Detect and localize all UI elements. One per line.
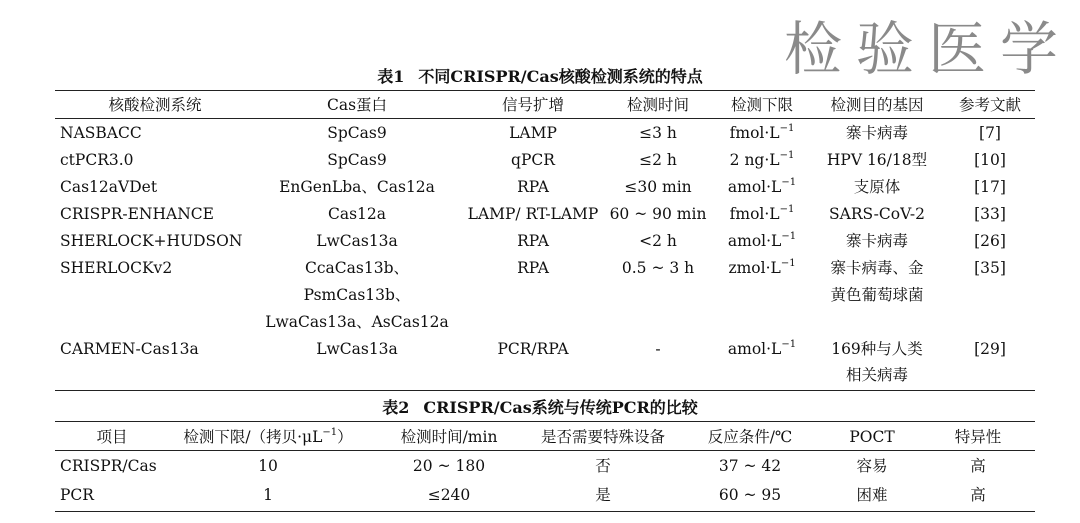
table2-top-rule xyxy=(55,421,1035,422)
t1-gene-cell: 169种与人类 xyxy=(831,340,923,358)
t2-header-cond: 反应条件/℃ xyxy=(707,428,793,446)
t1-header-time: 检测时间 xyxy=(626,96,690,114)
t1-cas-cell: CcaCas13b、 xyxy=(305,259,409,277)
t1-ref-cell: [35] xyxy=(974,259,1006,277)
t2-equip-cell: 否 xyxy=(595,457,611,475)
t2-header-time: 检测时间/min xyxy=(400,428,498,446)
table1-top-rule xyxy=(55,90,1035,91)
table1-header-rule xyxy=(55,118,1035,119)
table1-bottom-rule xyxy=(55,390,1035,391)
t1-gene-cell: 寨卡病毒 xyxy=(845,232,909,250)
t2-cond-cell: 37 ~ 42 xyxy=(718,457,782,475)
t2-limit-cell: 10 xyxy=(258,457,278,475)
t1-amp-cell: PCR/RPA xyxy=(497,340,569,358)
t1-header-cas: Cas蛋白 xyxy=(326,96,388,114)
t2-poct-cell: 容易 xyxy=(856,457,888,475)
t1-gene-cell: 相关病毒 xyxy=(845,366,909,384)
table2-bottom-rule xyxy=(55,511,1035,512)
t1-gene-cell: HPV 16/18型 xyxy=(826,151,928,169)
t1-ref-cell: [26] xyxy=(974,232,1006,250)
t2-header-poct: POCT xyxy=(849,428,895,446)
t1-limit-cell: $fmol\cdot L^{-1}$ xyxy=(729,204,795,223)
table2-caption xyxy=(0,395,1080,418)
t2-spec-cell: 高 xyxy=(970,486,986,504)
t2-poct-cell: 困难 xyxy=(856,486,888,504)
t2-header-equip: 是否需要特殊设备 xyxy=(540,428,666,446)
t1-cas-cell: Cas12a xyxy=(327,205,387,223)
t1-ref-cell: [33] xyxy=(974,205,1006,223)
t1-cas-cell: LwaCas13a、AsCas12a xyxy=(265,313,449,331)
t1-system-cell: NASBACC xyxy=(60,124,142,142)
t2-header-limit: 检测下限/（拷贝$\cdot\mu L^{-1}$） xyxy=(183,427,353,446)
table2-title: CRISPR/Cas系统与传统PCR的比较 xyxy=(423,398,698,417)
t1-ref-cell: [10] xyxy=(974,151,1006,169)
table1-caption xyxy=(0,64,1080,87)
t1-ref-cell: [29] xyxy=(974,340,1006,358)
t1-gene-cell: 寨卡病毒、金 xyxy=(830,259,924,277)
t1-header-limit: 检测下限 xyxy=(730,96,794,114)
t1-cas-cell: EnGenLba、Cas12a xyxy=(279,178,435,196)
t1-amp-cell: RPA xyxy=(517,232,549,250)
t1-cas-cell: LwCas13a xyxy=(316,340,398,358)
t1-header-ref: 参考文献 xyxy=(958,96,1022,114)
table1-number: 表1 xyxy=(377,67,405,86)
table2-number: 表2 xyxy=(382,398,410,417)
t2-equip-cell: 是 xyxy=(595,486,611,504)
t1-cas-cell: SpCas9 xyxy=(327,151,387,169)
t1-time-cell: ≤30 min xyxy=(624,178,692,196)
t1-system-cell: CARMEN-Cas13a xyxy=(60,340,199,358)
t1-time-cell: ≤3 h xyxy=(639,124,677,142)
t1-system-cell: ctPCR3.0 xyxy=(60,151,134,169)
t1-amp-cell: qPCR xyxy=(511,151,555,169)
t1-gene-cell: 黄色葡萄球菌 xyxy=(830,286,924,304)
t1-time-cell: ≤2 h xyxy=(639,151,677,169)
t2-limit-cell: 1 xyxy=(263,486,273,504)
t1-amp-cell: LAMP/ RT-LAMP xyxy=(467,205,599,223)
t1-system-cell: SHERLOCKv2 xyxy=(60,259,173,277)
t2-cond-cell: 60 ~ 95 xyxy=(718,486,782,504)
t2-spec-cell: 高 xyxy=(970,457,986,475)
t1-header-system: 核酸检测系统 xyxy=(108,96,202,114)
t1-limit-cell: $zmol\cdot L^{-1}$ xyxy=(728,258,796,277)
t1-header-gene: 检测目的基因 xyxy=(830,96,924,114)
t1-amp-cell: LAMP xyxy=(509,124,557,142)
t1-amp-cell: RPA xyxy=(517,178,549,196)
t2-time-cell: ≤240 xyxy=(427,486,471,504)
watermark-text: 检验医学 xyxy=(783,15,1072,83)
t1-limit-cell: $amol\cdot L^{-1}$ xyxy=(727,339,797,358)
t2-header-spec: 特异性 xyxy=(954,428,1002,446)
table2-header-rule xyxy=(55,450,1035,451)
t2-header-item: 项目 xyxy=(96,428,128,446)
t1-system-cell: CRISPR-ENHANCE xyxy=(60,205,214,223)
t1-time-cell: - xyxy=(655,340,661,358)
t2-item-cell: CRISPR/Cas xyxy=(60,457,157,475)
t1-gene-cell: 寨卡病毒 xyxy=(845,124,909,142)
t1-cas-cell: PsmCas13b、 xyxy=(303,286,411,304)
t1-gene-cell: SARS-CoV-2 xyxy=(829,205,925,223)
t1-time-cell: <2 h xyxy=(639,232,677,250)
t1-limit-cell: $amol\cdot L^{-1}$ xyxy=(727,231,797,250)
t1-cas-cell: SpCas9 xyxy=(327,124,387,142)
t1-limit-cell: $amol\cdot L^{-1}$ xyxy=(727,177,797,196)
t2-item-cell: PCR xyxy=(60,486,94,504)
table1-title: 不同CRISPR/Cas核酸检测系统的特点 xyxy=(418,67,703,86)
t1-amp-cell: RPA xyxy=(517,259,549,277)
t1-system-cell: SHERLOCK+HUDSON xyxy=(60,232,243,250)
t1-ref-cell: [7] xyxy=(979,124,1001,142)
t1-system-cell: Cas12aVDet xyxy=(60,178,158,196)
t1-limit-cell: 2 $ng\cdot L^{-1}$ xyxy=(729,150,795,169)
t1-gene-cell: 支原体 xyxy=(853,178,901,196)
t1-limit-cell: $fmol\cdot L^{-1}$ xyxy=(729,123,795,142)
t1-header-amp: 信号扩增 xyxy=(501,96,565,114)
t2-time-cell: 20 ~ 180 xyxy=(412,457,486,475)
t1-cas-cell: LwCas13a xyxy=(316,232,398,250)
t1-time-cell: 60 ~ 90 min xyxy=(609,205,707,223)
t1-time-cell: 0.5 ~ 3 h xyxy=(621,259,695,277)
t1-ref-cell: [17] xyxy=(974,178,1006,196)
